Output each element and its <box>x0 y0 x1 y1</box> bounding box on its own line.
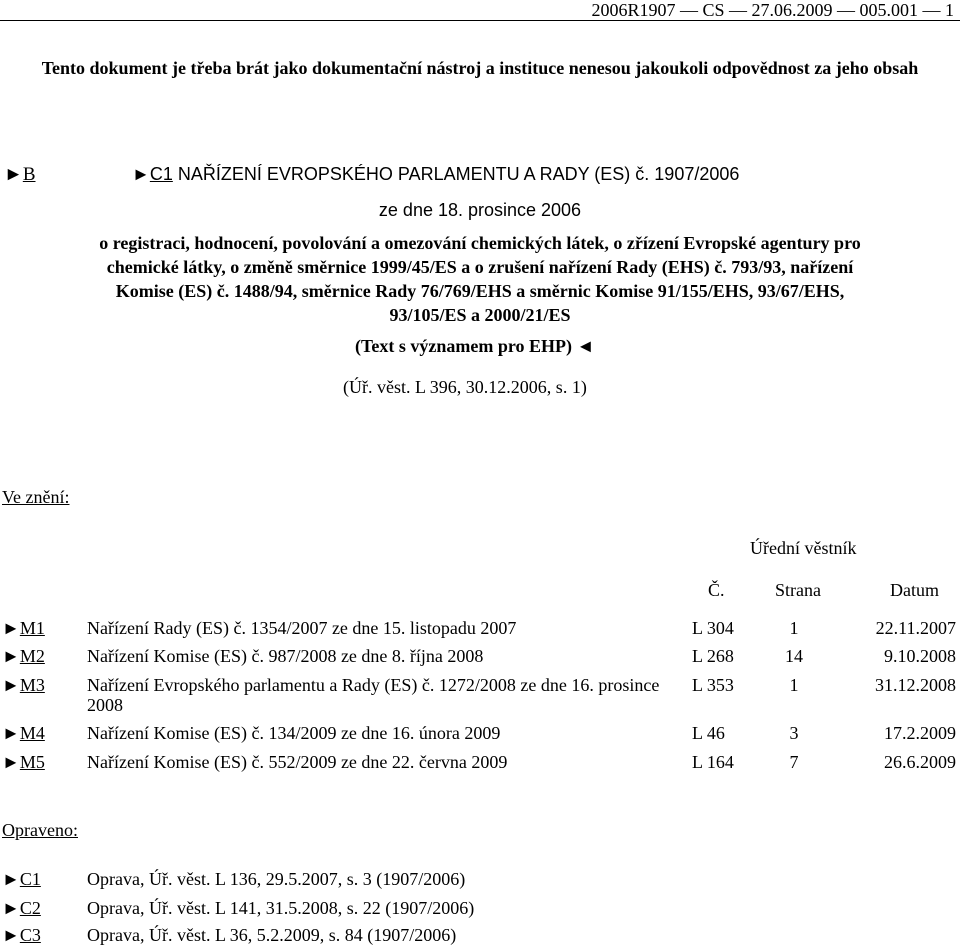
triangle-left-icon: ◄ <box>576 336 595 356</box>
title-line-1 <box>132 164 739 185</box>
triangle-right-icon: ► <box>4 164 23 185</box>
correction-marker[interactable]: ►C1 <box>2 869 41 889</box>
amendment-oj: L 353 <box>692 675 734 695</box>
eea-relevance <box>355 336 594 357</box>
correction-marker[interactable]: ►C2 <box>2 898 41 918</box>
triangle-right-icon: ► <box>2 869 20 889</box>
triangle-right-icon: ► <box>2 898 20 918</box>
amendment-page: 7 <box>789 752 799 772</box>
amendment-date: 31.12.2008 <box>875 675 956 695</box>
amendment-marker[interactable]: ►M1 <box>2 618 45 638</box>
triangle-right-icon: ► <box>2 752 20 772</box>
amendment-description: Nařízení Komise (ES) č. 552/2009 ze dne 22. června 2009 <box>87 752 508 772</box>
triangle-right-icon: ► <box>2 646 20 666</box>
official-journal-source: (Úř. věst. L 396, 30.12.2006, s. 1) <box>343 377 587 397</box>
amendment-description: Nařízení Rady (ES) č. 1354/2007 ze dne 15. listopadu 2007 <box>87 618 517 638</box>
triangle-right-icon: ► <box>2 723 20 743</box>
corrected-by-heading: Opraveno: <box>2 820 78 840</box>
amendment-oj: L 268 <box>692 646 734 666</box>
correction-marker[interactable]: ►C3 <box>2 925 41 945</box>
amendment-marker[interactable]: ►M2 <box>2 646 45 666</box>
correction-description: Oprava, Úř. věst. L 141, 31.5.2008, s. 22 (1907/2006) <box>87 898 475 918</box>
header-rule <box>0 20 960 21</box>
amendment-page: 1 <box>789 675 799 695</box>
eea-text: (Text s významem pro EHP) <box>355 336 572 356</box>
amendment-oj: L 304 <box>692 618 734 638</box>
triangle-right-icon: ► <box>2 925 20 945</box>
subject-line-2: chemické látky, o změně směrnice 1999/45/ES a o zrušení nařízení Rady (EHS) č. 793/93, nařízení <box>106 257 854 277</box>
triangle-right-icon: ► <box>132 164 150 184</box>
document-reference: 2006R1907 — CS — 27.06.2009 — 005.001 — 1 <box>591 0 954 20</box>
amendment-marker[interactable]: ►M3 <box>2 675 45 695</box>
subject-line-4: 93/105/ES a 2000/21/ES <box>389 305 571 325</box>
marker-b[interactable] <box>4 164 36 186</box>
page-column-header: Strana <box>775 580 821 600</box>
subject-line-1: o registraci, hodnocení, povolování a omezování chemických látek, o zřízení Evropské agentury pro <box>99 233 861 253</box>
date-column-header: Datum <box>890 580 939 600</box>
amendment-description: Nařízení Evropského parlamentu a Rady (ES) č. 1272/2008 ze dne 16. prosince 2008 <box>87 675 660 715</box>
correction-description: Oprava, Úř. věst. L 136, 29.5.2007, s. 3 (1907/2006) <box>87 869 466 889</box>
amendment-date: 26.6.2009 <box>884 752 956 772</box>
regulation-title: NAŘÍZENÍ EVROPSKÉHO PARLAMENTU A RADY (ES) č. 1907/2006 <box>177 164 740 184</box>
disclaimer: Tento dokument je třeba brát jako dokumentační nástroj a instituce nenesou jakoukoli odpovědnost za jeho obsah <box>41 58 919 78</box>
amendment-oj: L 164 <box>692 752 734 772</box>
amendment-page: 3 <box>789 723 799 743</box>
triangle-right-icon: ► <box>2 675 20 695</box>
amendment-oj: L 46 <box>692 723 725 743</box>
triangle-right-icon: ► <box>2 618 20 638</box>
number-column-header: Č. <box>708 580 725 600</box>
subject-line-3: Komise (ES) č. 1488/94, směrnice Rady 76/769/EHS a směrnic Komise 91/155/EHS, 93/67/EHS, <box>115 281 845 301</box>
amendment-marker[interactable]: ►M5 <box>2 752 45 772</box>
oj-column-header: Úřední věstník <box>750 538 857 558</box>
marker-c1-link[interactable]: C1 <box>149 164 173 184</box>
amendment-marker[interactable]: ►M4 <box>2 723 45 743</box>
amended-by-heading: Ve znění: <box>2 487 70 507</box>
amendment-date: 17.2.2009 <box>884 723 956 743</box>
amendment-date: 9.10.2008 <box>884 646 956 666</box>
regulation-date: ze dne 18. prosince 2006 <box>378 200 582 220</box>
correction-description: Oprava, Úř. věst. L 36, 5.2.2009, s. 84 (1907/2006) <box>87 925 457 945</box>
amendment-page: 1 <box>789 618 799 638</box>
amendment-date: 22.11.2007 <box>875 618 956 638</box>
amendment-description: Nařízení Komise (ES) č. 134/2009 ze dne 16. února 2009 <box>87 723 501 743</box>
amendment-description: Nařízení Komise (ES) č. 987/2008 ze dne 8. října 2008 <box>87 646 484 666</box>
amendment-page: 14 <box>785 646 803 666</box>
marker-b-label[interactable]: B <box>22 164 36 185</box>
